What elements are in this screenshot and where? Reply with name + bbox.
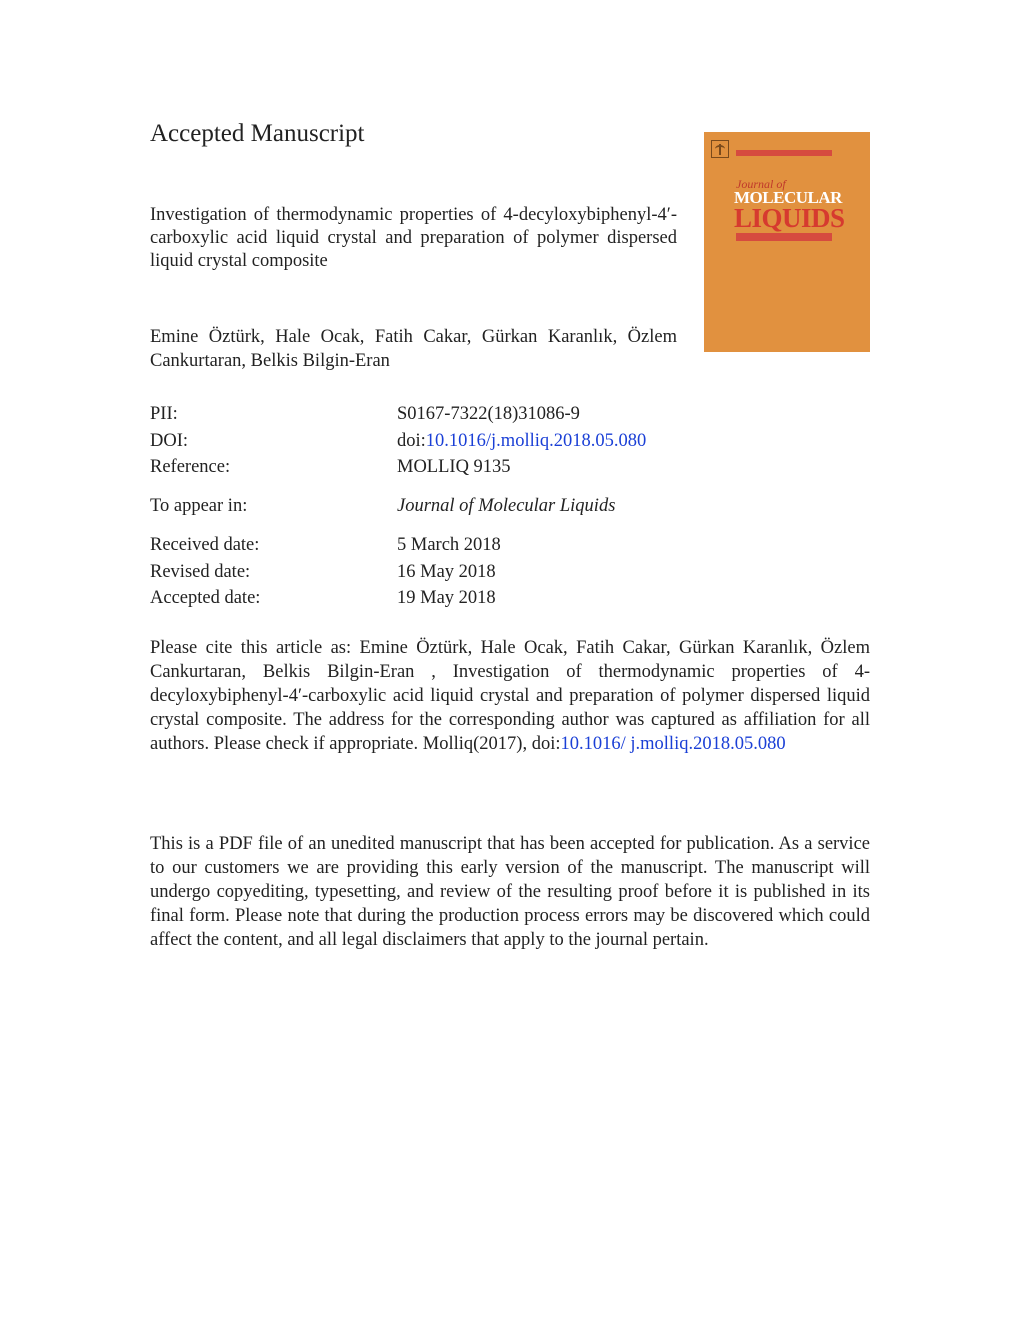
citation-text: Please cite this article as: Emine Öztürk, Hale Ocak, Fatih Cakar, Gürkan Karanlık, Özlem Cankurtaran, Belkis Bilgin-Eran , Investigation of thermodynamic properties of 4-decyloxybiphenyl-4′-carboxylic acid liquid crystal and preparation of polymer dispersed liquid crystal composite. The address for the corresponding author was captured as affiliation for all authors. Please check if appropriate. Molliq(2017), doi: [150,638,870,754]
accepted-label: Accepted date: [150,588,261,608]
appear-label: To appear in: [150,496,248,516]
revised-label: Revised date: [150,561,251,582]
received-row [150,532,870,559]
revised-value: 16 May 2018 [397,561,496,582]
accepted-value: 19 May 2018 [397,588,496,608]
revised-row [150,559,870,586]
appear-value: Journal of Molecular Liquids [397,496,616,516]
appear-row [150,493,870,520]
doi-link[interactable]: 10.1016/j.molliq.2018.05.080 [425,430,647,451]
cover-journal-small: Journal of [736,177,786,191]
pii-row [150,401,870,428]
cover-journal-line2: LIQUIDS [734,203,845,233]
article-title: Investigation of thermodynamic properties of 4-decyloxybiphenyl-4′-carboxylic acid liquid crystal and preparation of polymer dispersed liquid crystal composite [150,205,677,271]
page-heading: Accepted Manuscript [150,120,365,147]
journal-cover [704,132,870,352]
doi-row [150,428,870,455]
citation-paragraph [150,636,870,756]
elsevier-tree-icon [711,140,729,158]
received-label: Received date: [150,535,260,555]
cover-top-bar [736,150,832,156]
pii-value: S0167-7322(18)31086-9 [397,404,580,424]
disclaimer-paragraph: This is a PDF file of an unedited manuscript that has been accepted for publication. As a service to our customers we are providing this early version of the manuscript. The manuscript will undergo copyediting, typesetting, and review of the resulting proof before it is published in its final form. Please note that during the production process errors may be discovered which could affect the content, and all legal disclaimers that apply to the journal pertain. [150,834,870,950]
pii-label: PII: [150,404,178,424]
author-list: Emine Öztürk, Hale Ocak, Fatih Cakar, Gürkan Karanlık, Özlem Cankurtaran, Belkis Bilgin-Eran [150,327,677,371]
cover-journal-line1: MOLECULAR [734,188,842,207]
doi-label: DOI: [150,430,189,451]
reference-label: Reference: [150,457,231,477]
article-metadata [150,401,870,612]
accepted-row [150,585,870,612]
citation-doi-link[interactable]: 10.1016/ j.molliq.2018.05.080 [560,734,786,754]
cover-bottom-bar [736,233,832,241]
reference-value: MOLLIQ 9135 [397,457,511,477]
received-value: 5 March 2018 [397,535,501,555]
doi-prefix: doi: [397,430,426,451]
reference-row [150,454,870,481]
doi-value [397,428,646,455]
